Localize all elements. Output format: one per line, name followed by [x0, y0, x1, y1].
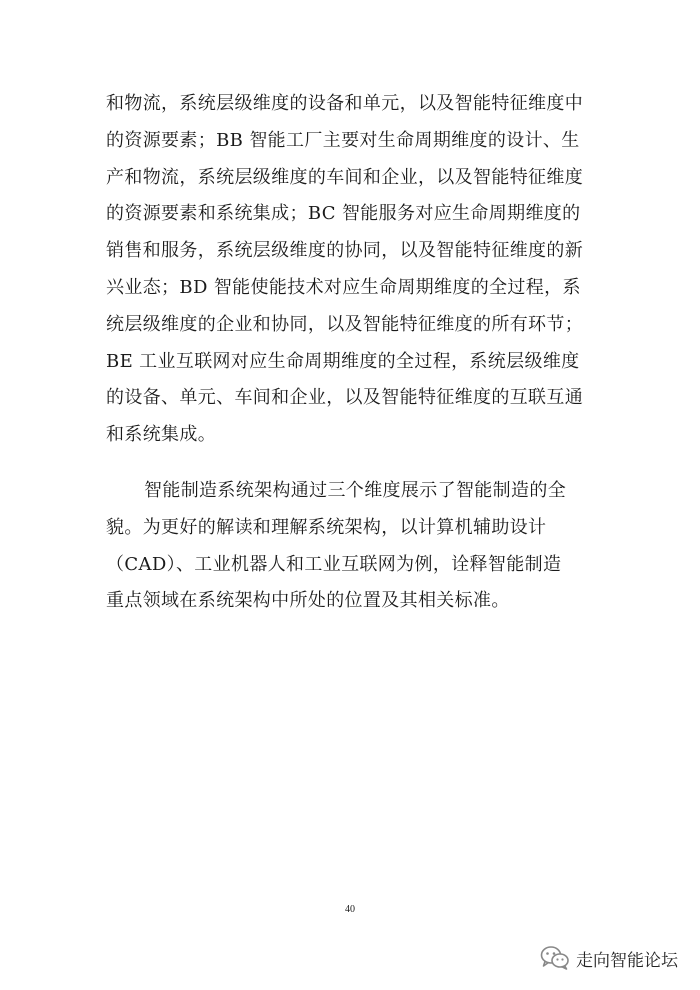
text-line: 的资源要素；BB 智能工厂主要对生命周期维度的设计、生 [106, 129, 580, 151]
text-line: 和系统集成。 [106, 424, 217, 446]
text-line: 兴业态；BD 智能使能技术对应生命周期维度的全过程，系 [106, 276, 581, 298]
text-line: 统层级维度的企业和协同，以及智能特征维度的所有环节； [106, 313, 584, 335]
text-line: （CAD）、工业机器人和工业互联网为例，诠释智能制造 [106, 553, 562, 575]
watermark-text: 走向智能论坛 [576, 950, 678, 971]
text-line: 销售和服务，系统层级维度的协同，以及智能特征维度的新 [106, 240, 584, 262]
text-line: 智能制造系统架构通过三个维度展示了智能制造的全 [144, 480, 567, 501]
text-line: 的设备、单元、车间和企业，以及智能特征维度的互联互通 [106, 387, 584, 409]
text-line: 产和物流，系统层级维度的车间和企业，以及智能特征维度 [106, 166, 584, 188]
wechat-icon [540, 945, 570, 971]
text-line: BE 工业互联网对应生命周期维度的全过程，系统层级维度 [106, 350, 580, 372]
text-line: 重点领域在系统架构中所处的位置及其相关标准。 [106, 590, 510, 612]
paragraph-1 [106, 86, 590, 454]
text-line: 和物流，系统层级维度的设备和单元，以及智能特征维度中 [106, 93, 584, 114]
page-number: 40 [345, 904, 355, 915]
text-line: 的资源要素和系统集成；BC 智能服务对应生命周期维度的 [106, 203, 581, 225]
text-line: 貌。为更好的解读和理解系统架构，以计算机辅助设计 [106, 516, 547, 538]
watermark [540, 945, 678, 971]
paragraph-2 [106, 473, 590, 620]
